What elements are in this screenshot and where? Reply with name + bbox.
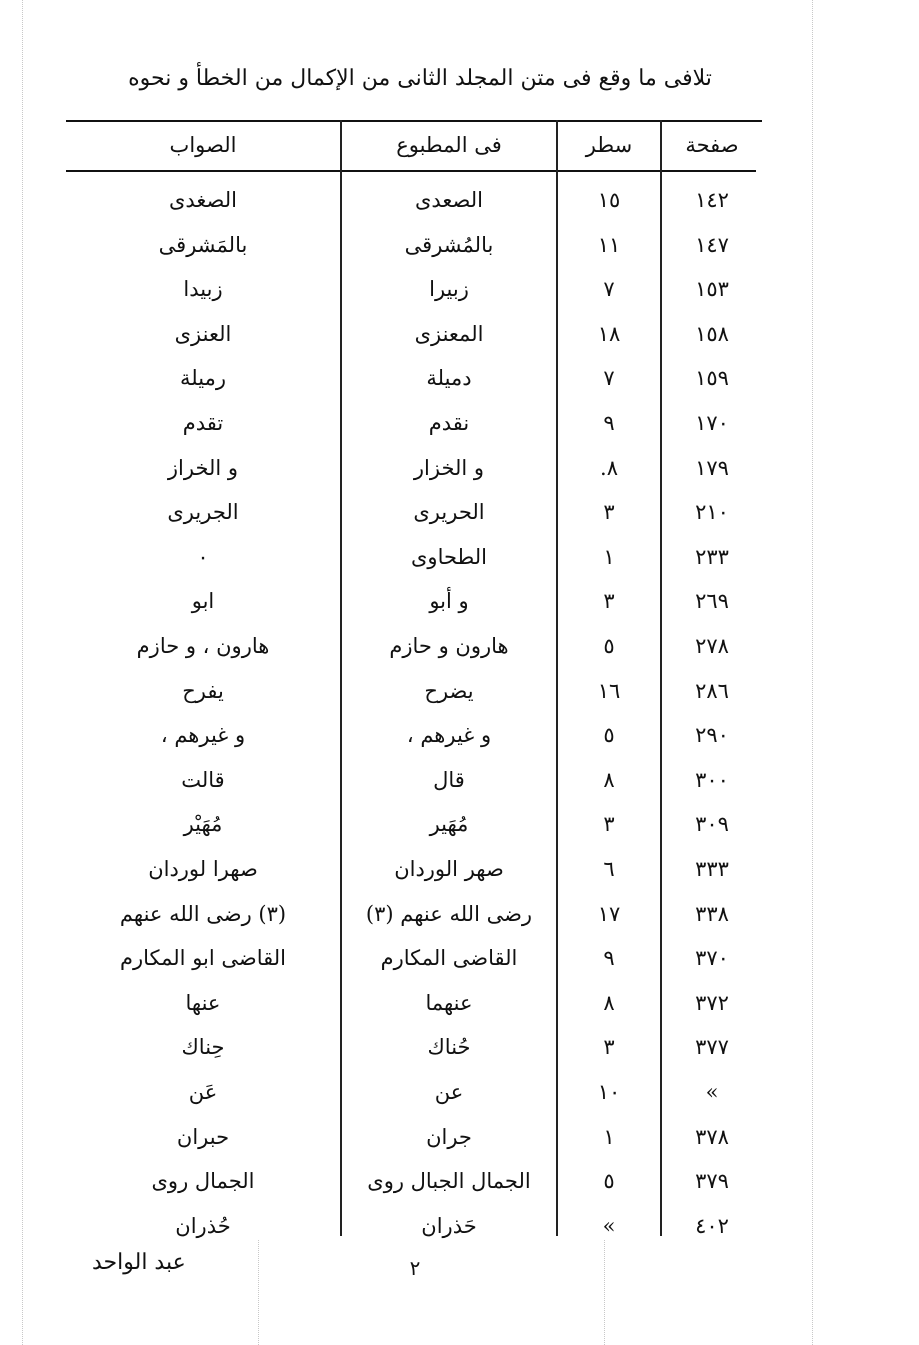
- cell-printed: حُناك: [427, 1035, 471, 1060]
- cell-line: ٣: [603, 589, 615, 614]
- cell-correct: ٠: [197, 544, 209, 569]
- table-row: [66, 223, 762, 267]
- table-row: [66, 1115, 762, 1159]
- cell-correct: ابو: [191, 589, 215, 614]
- cell-page: ٣٧٩: [695, 1169, 729, 1194]
- cell-line: ٩: [603, 946, 615, 971]
- table-row: [66, 1204, 762, 1248]
- table-row: [66, 713, 762, 757]
- cell-printed: حَذران: [421, 1213, 477, 1238]
- cell-line: ١٦: [597, 678, 621, 703]
- cell-line: ١: [603, 1124, 615, 1149]
- cell-correct: مُهَيْر: [183, 812, 223, 837]
- table-row: [66, 356, 762, 400]
- cell-page: ٣٧٢: [695, 990, 729, 1015]
- cell-line: ٨.: [600, 455, 618, 480]
- cell-correct: هارون ، و حازم: [136, 634, 270, 658]
- table-row: [66, 624, 762, 668]
- cell-printed: صهر الوردان: [394, 857, 504, 881]
- table-row: [66, 1025, 762, 1069]
- cell-printed: القاضى المكارم: [380, 946, 518, 971]
- cell-page: ١٥٨: [695, 321, 729, 346]
- cell-printed: قال: [433, 767, 465, 792]
- cell-page: ٢٧٨: [695, 634, 729, 658]
- cell-correct: عَن: [188, 1080, 218, 1104]
- cell-line: ١٧: [597, 901, 621, 926]
- cell-page: ١٥٣: [695, 277, 729, 302]
- table-row: [66, 669, 762, 713]
- cell-page: ٢٨٦: [695, 678, 729, 703]
- cell-printed: نقدم: [428, 411, 470, 435]
- table-header-rule: [66, 170, 756, 172]
- cell-printed: بالمُشرقى: [404, 232, 494, 257]
- cell-line: ١٥: [597, 188, 621, 212]
- cell-page: ٣٣٨: [695, 901, 729, 926]
- cell-printed: مُهَير: [429, 812, 469, 837]
- cell-correct: القاضى ابو المكارم: [120, 946, 286, 971]
- table-row: [66, 401, 762, 445]
- cell-printed: عن: [434, 1080, 464, 1104]
- cell-correct: و الخراز: [167, 455, 239, 480]
- cell-line: ١: [603, 544, 615, 569]
- cell-correct: الجريرى: [167, 500, 239, 525]
- cell-page: ١٤٢: [695, 188, 729, 212]
- cell-correct: قالت: [181, 767, 225, 792]
- table-row: [66, 535, 762, 579]
- cell-line: ١٠: [597, 1080, 621, 1104]
- cell-page: ١٧٠: [695, 411, 729, 435]
- cell-printed: و غيرهم ،: [406, 723, 492, 748]
- cell-printed: دميلة: [426, 366, 472, 391]
- cell-page: ٢١٠: [695, 500, 729, 525]
- table-row: [66, 312, 762, 356]
- cell-page: ٢٣٣: [695, 544, 729, 569]
- cell-line: ١١: [597, 232, 621, 257]
- cell-correct: حبران: [176, 1124, 230, 1149]
- cell-correct: الجمال روى: [151, 1169, 255, 1194]
- cell-correct: بالمَشرقى: [158, 232, 248, 257]
- cell-line: ١٨: [597, 321, 621, 346]
- cell-page: ٤٠٢: [695, 1213, 729, 1238]
- table-row: [66, 981, 762, 1025]
- cell-correct: تقدم: [182, 411, 224, 435]
- cell-line: ٦: [603, 857, 615, 881]
- cell-printed: رضى الله عنهم (٣): [365, 901, 533, 926]
- cell-page: ٣٧٠: [695, 946, 729, 971]
- cell-line: ٩: [603, 411, 615, 435]
- cell-printed: الصعدى: [414, 188, 484, 212]
- cell-line: »: [602, 1213, 616, 1238]
- table-row: [66, 802, 762, 846]
- scan-artifact-line: [812, 0, 813, 1345]
- cell-page: ٣٧٨: [695, 1124, 729, 1149]
- cell-page: ٢٩٠: [695, 723, 729, 748]
- cell-correct: العنزى: [174, 321, 232, 346]
- cell-page: ١٧٩: [695, 455, 729, 480]
- cell-correct: حُذران: [175, 1213, 231, 1238]
- header-printed: فى المطبوع: [396, 133, 502, 157]
- cell-printed: الحريرى: [413, 500, 485, 525]
- cell-printed: المعنزى: [414, 321, 484, 346]
- cell-line: ٨: [603, 767, 615, 792]
- cell-page: ٣٣٣: [695, 857, 729, 881]
- footer-page-number: ٢: [409, 1256, 421, 1280]
- table-row: [66, 446, 762, 490]
- table-row: [66, 579, 762, 623]
- table-row: [66, 892, 762, 936]
- cell-correct: عنها: [185, 990, 221, 1015]
- cell-printed: عنهما: [425, 990, 473, 1015]
- cell-line: ٥: [603, 634, 615, 658]
- cell-page: ٣٠٠: [695, 767, 729, 792]
- table-row: [66, 490, 762, 534]
- cell-page: ١٤٧: [695, 232, 729, 257]
- cell-correct: حِناك: [181, 1035, 225, 1060]
- table-row: [66, 847, 762, 891]
- table-row: [66, 758, 762, 802]
- errata-table: [66, 120, 762, 1238]
- page-title: تلافى ما وقع فى متن المجلد الثانى من الإكمال من الخطأ و نحوه: [128, 66, 712, 91]
- cell-page: ٣٠٩: [695, 812, 729, 837]
- cell-printed: الطحاوى: [411, 544, 487, 569]
- cell-printed: زبيرا: [429, 277, 469, 302]
- cell-correct: الصغدى: [168, 188, 238, 212]
- cell-page: ١٥٩: [695, 366, 729, 391]
- cell-line: ٣: [603, 500, 615, 525]
- cell-correct: صهرا لوردان: [148, 857, 258, 881]
- cell-correct: رميلة: [180, 366, 226, 391]
- cell-line: ٣: [603, 1035, 615, 1060]
- header-correct: الصواب: [169, 133, 237, 157]
- cell-line: ٣: [603, 812, 615, 837]
- header-page: صفحة: [685, 133, 739, 157]
- cell-line: ٧: [603, 277, 615, 302]
- cell-page: ٣٧٧: [695, 1035, 729, 1060]
- cell-correct: زبيدا: [183, 277, 223, 302]
- scan-artifact-line: [604, 1240, 605, 1345]
- cell-page: »: [705, 1080, 719, 1104]
- table-row: [66, 1070, 762, 1114]
- cell-printed: الجمال الجبال روى: [367, 1169, 531, 1194]
- cell-correct: يفرح: [182, 678, 224, 703]
- cell-printed: و الخزار: [413, 455, 485, 480]
- cell-printed: يضرح: [424, 678, 474, 703]
- cell-page: ٢٦٩: [695, 589, 729, 614]
- cell-line: ٥: [603, 1169, 615, 1194]
- cell-correct: و غيرهم ،: [160, 723, 246, 748]
- cell-correct: (٣) رضى الله عنهم: [119, 901, 287, 926]
- table-row: [66, 267, 762, 311]
- footer-signature: عبد الواحد: [92, 1250, 186, 1275]
- cell-line: ٨: [603, 990, 615, 1015]
- table-row: [66, 178, 762, 222]
- cell-printed: و أبو: [429, 589, 469, 614]
- cell-line: ٧: [603, 366, 615, 391]
- table-top-rule: [66, 120, 762, 122]
- table-row: [66, 936, 762, 980]
- cell-printed: هارون و حازم: [389, 634, 509, 658]
- scan-artifact-line: [258, 1240, 259, 1345]
- cell-printed: جران: [426, 1124, 472, 1149]
- scan-artifact-line: [22, 0, 23, 1345]
- header-line: سطر: [585, 133, 633, 157]
- cell-line: ٥: [603, 723, 615, 748]
- table-row: [66, 1159, 762, 1203]
